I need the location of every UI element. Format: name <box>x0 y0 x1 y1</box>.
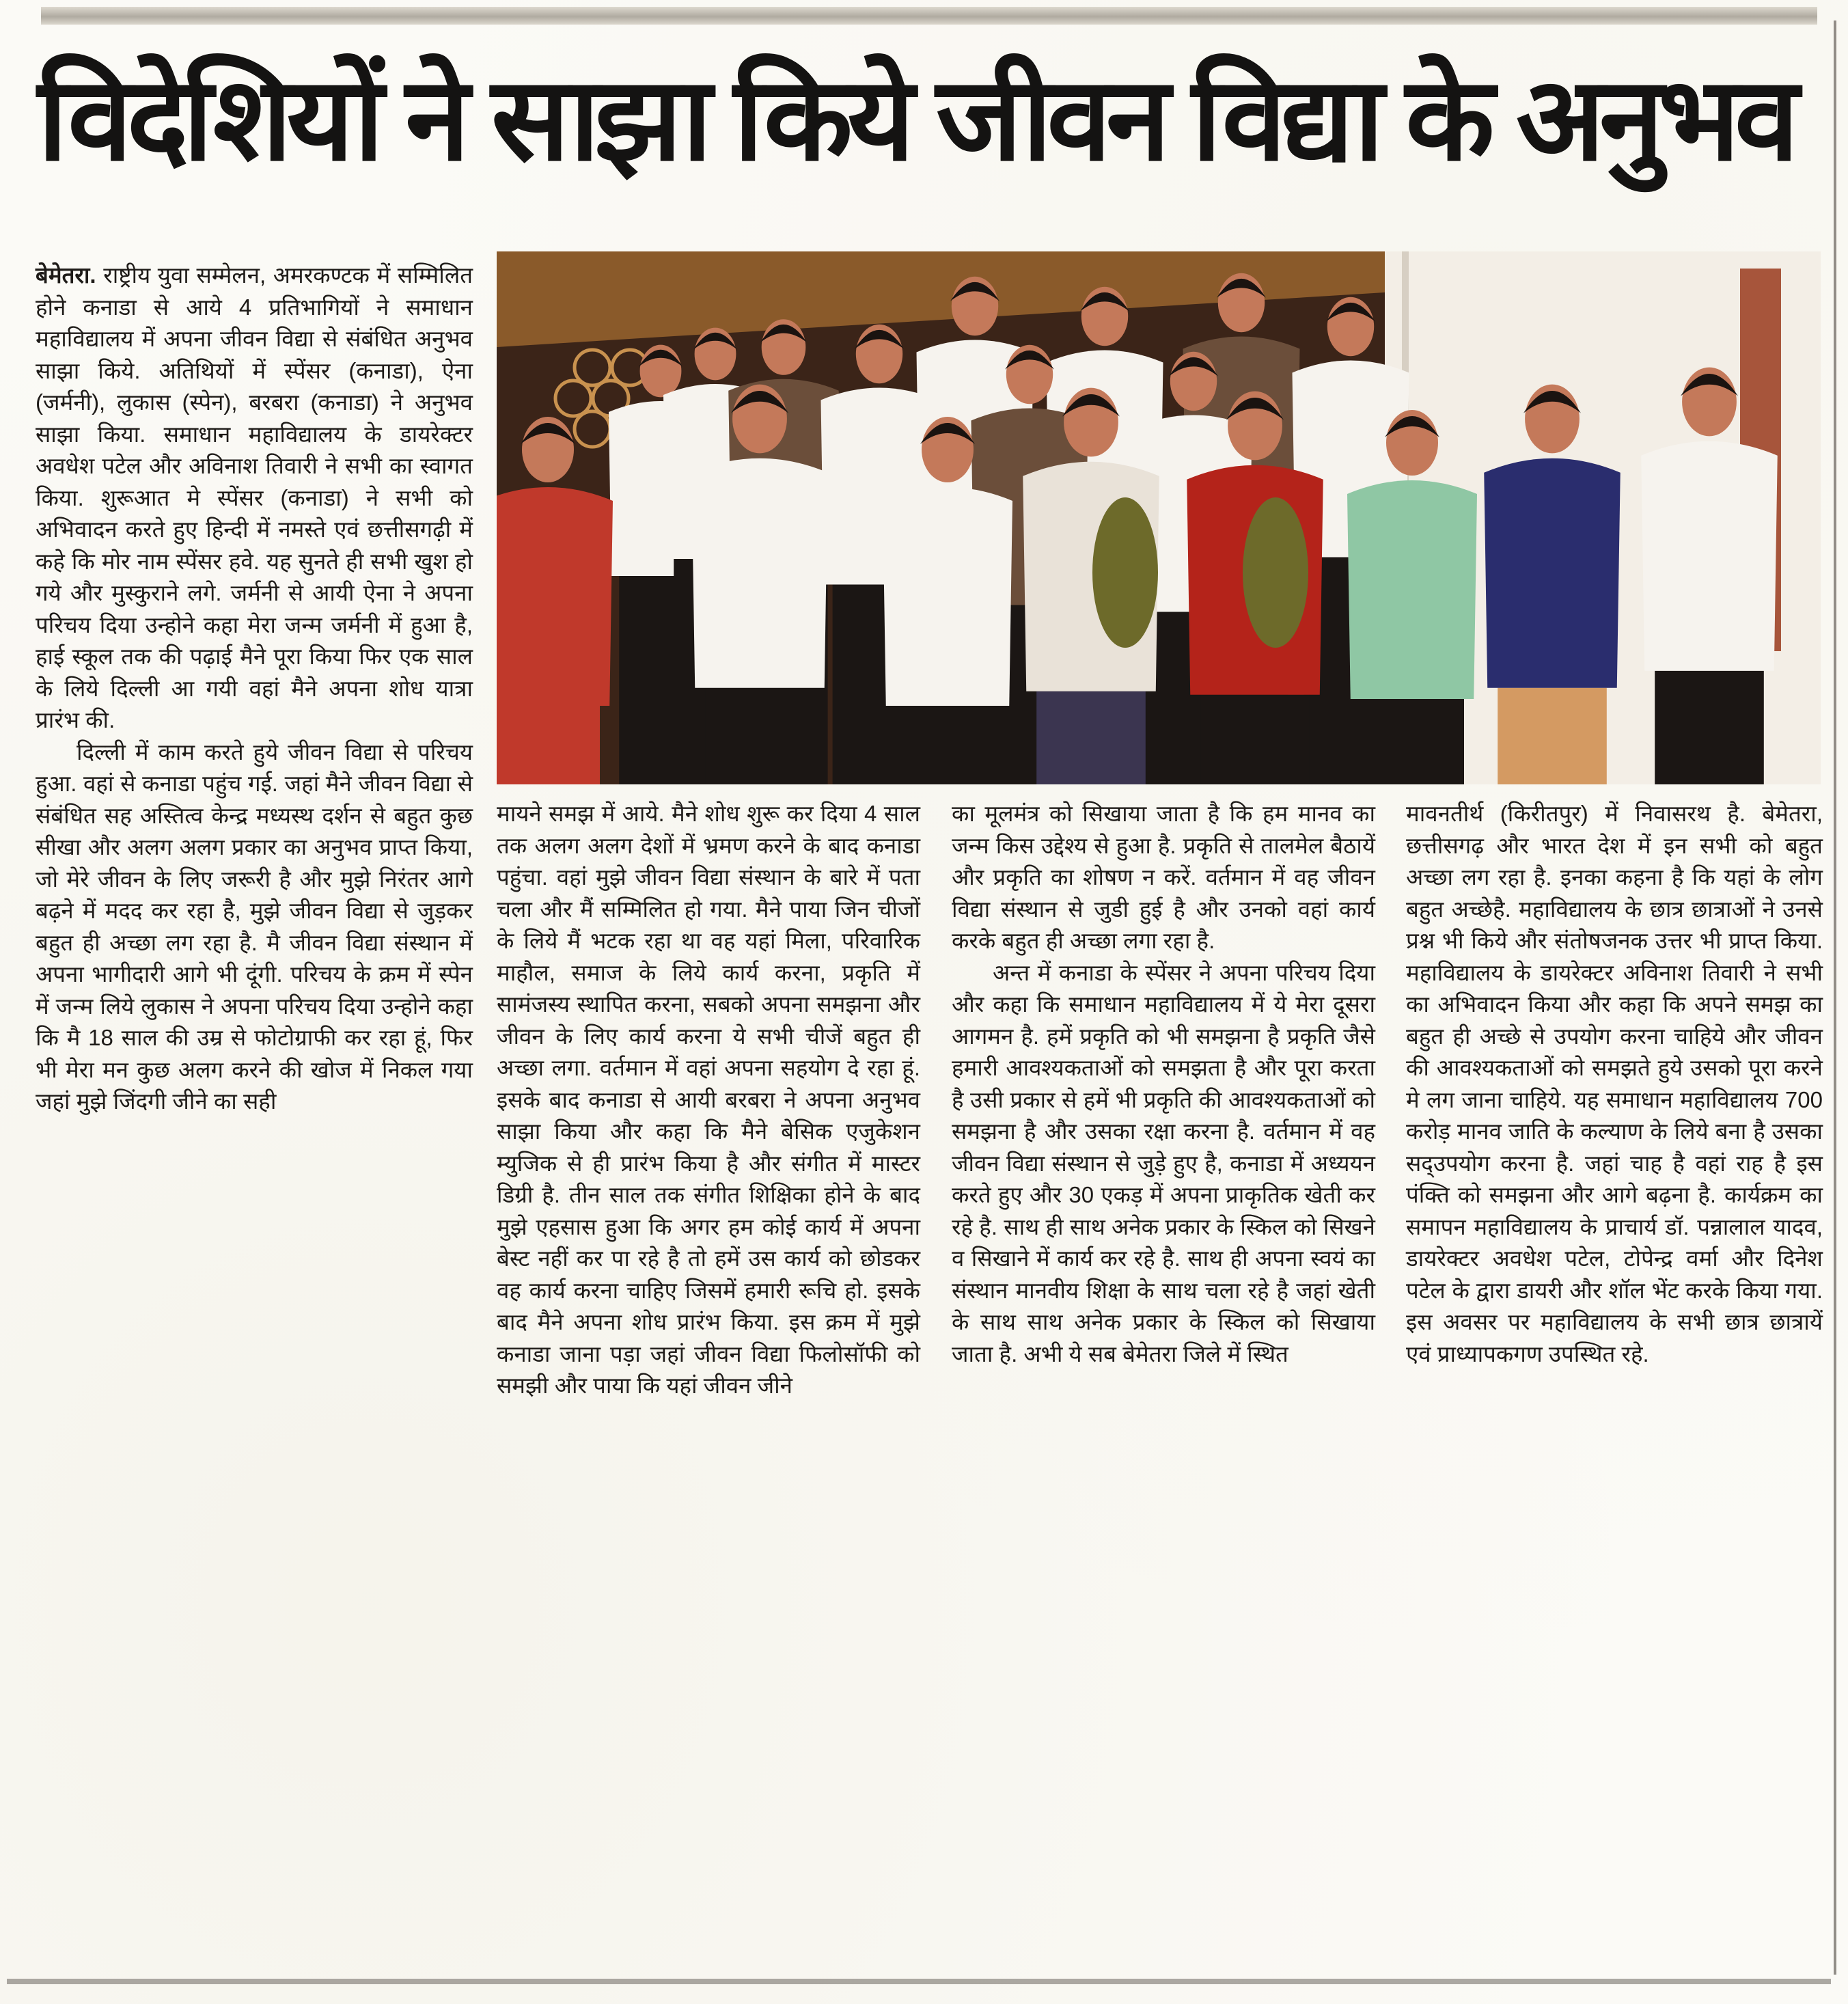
person-torso <box>691 458 828 688</box>
person-legs <box>705 688 814 784</box>
paragraph-text: राष्ट्रीय युवा सम्मेलन, अमरकण्टक में सम्मिलित होने कनाडा से आये 4 प्रतिभागियों ने समाधान महाविद्यालय में अपना जीवन विद्या से संबंधित अनुभव साझा किये. अतिथियों में स्पेंसर (कनाडा), ऐना (जर्मनी), लुकास (स्पेन), बरबरा (कनाडा) ने अनुभव साझा किया. समाधान महाविद्यालय के डायरेक्टर अवधेश पटेल और अविनाश तिवारी ने सभी का स्वागत किया. शुरूआत मे स्पेंसर (कनाडा) ने सभी को अभिवादन करते हुए हिन्दी में नमस्ते एवं छत्तीसगढ़ी में कहे कि मोर नाम स्पेंसर हवे. यह सुनते ही सभी खुश हो गये और मुस्कुराने लगे. जर्मनी से आयी ऐना ने अपना परिचय दिया उन्होने कहा मेरा जन्म जर्मनी में हुआ है, हाई स्कूल तक की पढ़ाई मैने पूरा किया फिर एक साल के लिये दिल्ली आ गयी वहां मैने अपना शोध यात्रा प्रारंभ की. <box>36 262 473 732</box>
article-column-3 <box>952 798 1375 1370</box>
article-paragraph <box>952 957 1375 1371</box>
top-border-rule <box>41 7 1817 25</box>
paragraph-text: का मूलमंत्र को सिखाया जाता है कि हम मानव का जन्म किस उद्देश्य से हुआ है. प्रकृति से तालमेल बैठायें और प्रकृति का शोषण न करें. वर्तमान में वह जीवन विद्या संस्थान से जुडी हुई है और उनको वहां कार्य करके बहुत ही अच्छा लगा रहा है. <box>952 801 1375 953</box>
person-torso <box>1641 441 1778 671</box>
bottom-border-rule <box>7 1979 1831 1984</box>
article-headline: विदेशियों ने साझा किये जीवन विद्या के अनुभव <box>38 55 1794 184</box>
person-legs <box>1498 688 1607 784</box>
group-photo-illustration <box>497 251 1821 784</box>
person-legs <box>1036 691 1146 784</box>
article-paragraph <box>1406 798 1823 1370</box>
person-legs <box>896 706 999 784</box>
article-paragraph <box>36 737 473 1118</box>
person-torso <box>883 487 1012 706</box>
person-legs <box>497 706 600 784</box>
paragraph-text: अन्त में कनाडा के स्पेंसर ने अपना परिचय दिया और कहा कि समाधान महाविद्यालय में ये मेरा दूसरा आगमन है. हमें प्रकृति को भी समझना है प्रकृति जैसे हमारी आवश्यकताओं को समझता है और पूरा करता है उसी प्रकार से हमें भी प्रकृति की आवश्यकताओं को समझना है और उसका रक्षा करना है. वर्तमान में वह जीवन विद्या संस्थान से जुड़े हुए है, कनाडा में अध्ययन करते हुए और 30 एकड़ में अपना प्राकृतिक खेती कर रहे है. साथ ही साथ अनेक प्रकार के स्किल को सिखने व सिखाने में कार्य कर रहे है. साथ ही अपना स्वयं का संस्थान मानवीय शिक्षा के साथ चला रहे है जहां खेती के साथ साथ अनेक प्रकार के स्किल को सिखाया जाता है. अभी ये सब बेमेतरा जिले में स्थित <box>952 959 1375 1367</box>
paragraph-text: मावनतीर्थ (किरीतपुर) में निवासरथ है. बेमेतरा, छत्तीसगढ़ और भारत देश में इन सभी को बहुत अच्छा लग रहा है. इनका कहना है कि यहां के लोग बहुत अच्छेहै. महाविद्यालय के छात्र छात्राओं ने उनसे प्रश्न भी किये और संतोषजनक उत्तर भी प्राप्त किया. महाविद्यालय के डायरेक्टर अविनाश तिवारी ने सभी का अभिवादन किया और कहा कि अपने समझ का बहुत ही अच्छे से उपयोग करना चाहिये और जीवन की आवश्यकताओं को समझते हुये उसको पूरा करने मे लग जाना चाहिये. यह समाधान महाविद्यालय 700 करोड़ मानव जाति के कल्याण के लिये बना है उसका सद्उपयोग करना है. जहां चाह है वहां राह है इस पंक्ति को समझना और आगे बढ़ना है. कार्यक्रम का समापन महाविद्यालय के प्राचार्य डॉ. पन्नालाल यादव, डायरेक्टर अवधेश पटेल, टोपेन्द्र वर्मा और दिनेश पटेल के द्वारा डायरी और शॉल भेंट करके किया गया. इस अवसर पर महाविद्यालय के सभी छात्र छात्रायें एवं प्राध्यापकगण उपस्थित रहे. <box>1406 801 1823 1367</box>
article-paragraph <box>497 798 920 1402</box>
person-torso <box>497 487 613 706</box>
group-photo <box>497 251 1821 784</box>
person-legs <box>1360 699 1464 784</box>
article-column-1 <box>36 260 473 1118</box>
paragraph-text: दिल्ली में काम करते हुये जीवन विद्या से परिचय हुआ. वहां से कनाडा पहुंच गई. जहां मैने जीवन विद्या से संबंधित सह अस्तित्व केन्द्र मध्यस्थ दर्शन से बहुत कुछ सीखा और अलग अलग प्रकार का अनुभव प्राप्त किया, जो मेरे जीवन के लिए जरूरी है और मुझे निरंतर आगे बढ़ने में मदद कर रहा है, मुझे जीवन विद्या से जुड़कर बहुत ही अच्छा लग रहा है. मै जीवन विद्या संस्थान में अपना भागीदारी आगे भी दूंगी. परिचय के क्रम में स्पेन में जन्म लिये लुकास ने अपना परिचय दिया उन्होने कहा कि मै 18 साल की उम्र से फोटोग्राफी कर रहा हूं, फिर भी मेरा मन कुछ अलग करने की खोज में निकल गया जहां मुझे जिंदगी जीने का सही <box>36 739 473 1114</box>
flower-bouquet <box>1092 497 1158 648</box>
person-torso <box>1484 458 1621 688</box>
person-torso <box>1347 480 1477 699</box>
dateline: बेमेतरा. <box>36 262 96 288</box>
article-paragraph <box>36 260 473 737</box>
article-column-4 <box>1406 798 1823 1370</box>
flower-bouquet <box>1243 497 1308 648</box>
article-column-2 <box>497 798 920 1402</box>
person-legs <box>1655 671 1764 784</box>
paragraph-text: मायने समझ में आये. मैने शोध शुरू कर दिया 4 साल तक अलग अलग देशों में भ्रमण करने के बाद कनाडा पहुंचा. वहां मुझे जीवन विद्या संस्थान के बारे में पता चला और मैं सम्मिलित हो गया. मैने पाया जिन चीजों के लिये मैं भटक रहा था वह यहां मिला, परिवारिक माहौल, समाज के लिये कार्य करना, प्रकृति में सामंजस्य स्थापित करना, सबको अपना समझना और जीवन के लिए कार्य करना ये सभी चीजें बहुत ही अच्छा लगा. वर्तमान में वहां अपना सहयोग दे रहा हूं. इसके बाद कनाडा से आयी बरबरा ने अपना अनुभव साझा किया और कहा कि मैने बेसिक एजुकेशन म्युजिक से ही प्रारंभ किया है और संगीत में मास्टर डिग्री है. तीन साल तक संगीत शिक्षिका होने के बाद मुझे एहसास हुआ कि अगर हम कोई कार्य में अपना बेस्ट नहीं कर पा रहे है तो हमें उस कार्य को छोडकर वह कार्य करना चाहिए जिसमें हमारी रूचि हो. इसके बाद मैने अपना शोध प्रारंभ किया. इस क्रम में मुझे कनाडा जाना पड़ा जहां जीवन विद्या फिलोसॉफी को समझी और पाया कि यहां जीवन जीने <box>497 801 920 1398</box>
right-border-rule <box>1834 20 1836 1975</box>
article-paragraph <box>952 798 1375 957</box>
person-legs <box>1200 695 1310 784</box>
